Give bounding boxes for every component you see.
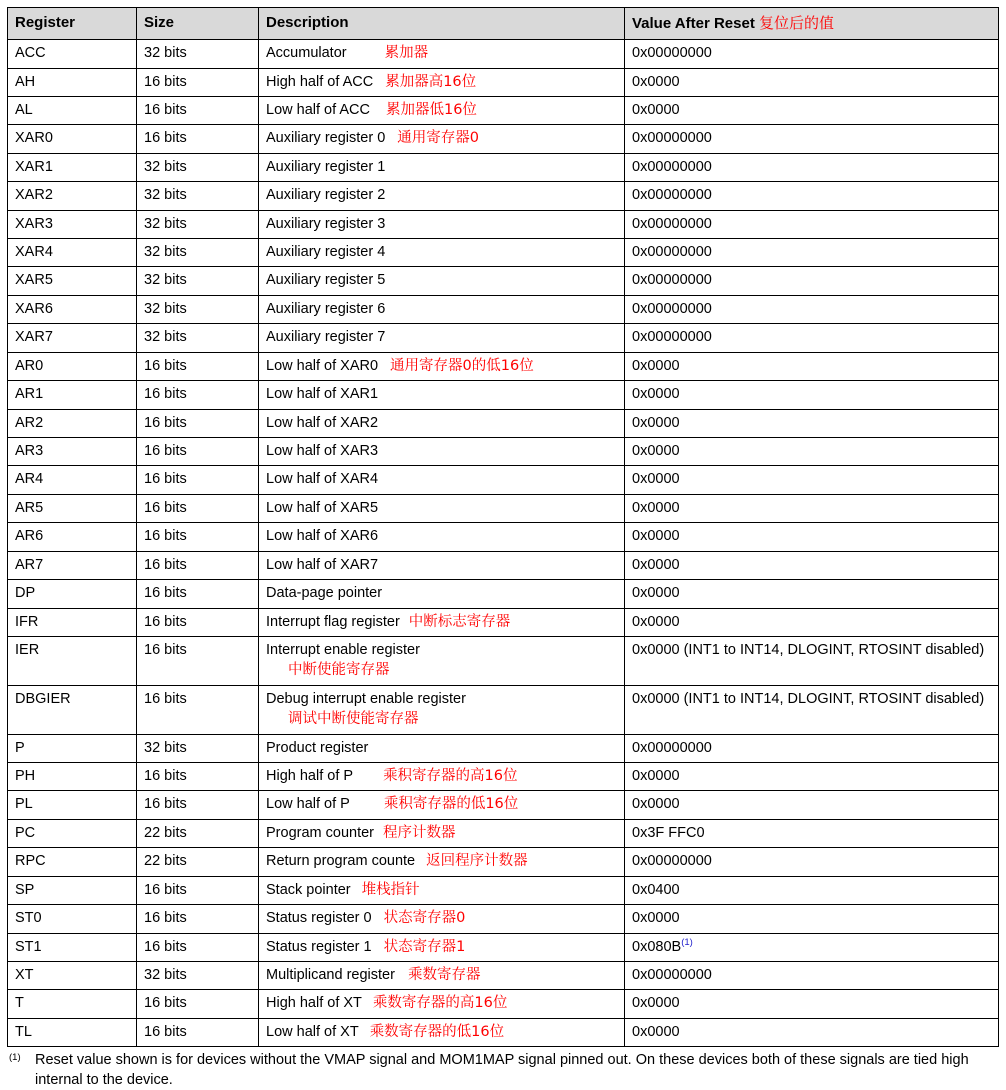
cell-value-after-reset	[625, 494, 999, 522]
cell-description	[259, 685, 625, 734]
cell-register: XAR2	[8, 182, 137, 210]
table-row	[8, 381, 999, 409]
column-header-size	[137, 8, 259, 40]
cell-description	[259, 210, 625, 238]
column-header-description	[259, 8, 625, 40]
description-text: Status register 1	[266, 938, 372, 955]
description-text: Data-page pointer	[266, 585, 383, 602]
description-annotation-cn: 堆栈指针	[361, 881, 420, 898]
description-text: Low half of XAR4	[266, 471, 379, 488]
cell-description	[259, 734, 625, 762]
cell-register: XAR3	[8, 210, 137, 238]
cell-description	[259, 636, 625, 685]
column-header-value-annotation-cn: 复位后的值	[759, 14, 835, 32]
cell-size: 16 bits	[137, 933, 259, 961]
cell-size: 16 bits	[137, 791, 259, 819]
description-text: High half of XT	[266, 995, 362, 1012]
cell-size: 16 bits	[137, 381, 259, 409]
value-text: 0x00000000	[632, 215, 712, 232]
cell-size: 32 bits	[137, 267, 259, 295]
description-text: Auxiliary register 0	[266, 130, 386, 147]
description-annotation-cn: 乘积寄存器的低16位	[383, 796, 519, 813]
description-annotation-cn: 通用寄存器0	[397, 130, 479, 147]
value-text: 0x00000000	[632, 300, 712, 317]
cell-value-after-reset	[625, 295, 999, 323]
cell-value-after-reset	[625, 791, 999, 819]
table-row	[8, 636, 999, 685]
table-row	[8, 608, 999, 636]
description-annotation-cn: 乘积寄存器的高16位	[383, 768, 518, 785]
cell-value-after-reset	[625, 580, 999, 608]
cell-register: SP	[8, 876, 137, 904]
cell-register: XAR6	[8, 295, 137, 323]
description-text: Auxiliary register 4	[266, 244, 386, 261]
cell-value-after-reset	[625, 125, 999, 153]
cell-register: XAR7	[8, 324, 137, 352]
cell-size: 16 bits	[137, 96, 259, 124]
cell-description	[259, 295, 625, 323]
description-annotation-cn: 状态寄存器1	[383, 938, 466, 955]
table-row	[8, 685, 999, 734]
cell-value-after-reset	[625, 763, 999, 791]
value-text: 0x00000000	[632, 739, 712, 756]
cell-value-after-reset	[625, 210, 999, 238]
cell-size: 16 bits	[137, 580, 259, 608]
description-text: Low half of ACC	[266, 101, 370, 118]
cell-size: 16 bits	[137, 409, 259, 437]
description-text: Auxiliary register 7	[266, 329, 386, 346]
cell-description	[259, 381, 625, 409]
description-text: Low half of XAR3	[266, 443, 379, 459]
description-text: Auxiliary register 2	[266, 187, 386, 204]
cell-description	[259, 580, 625, 608]
description-annotation-cn: 通用寄存器0的低16位	[390, 357, 534, 374]
description-text: Auxiliary register 3	[266, 215, 386, 232]
cell-description	[259, 933, 625, 961]
cpu-register-table	[7, 7, 999, 1047]
cell-description	[259, 905, 625, 933]
cell-value-after-reset	[625, 466, 999, 494]
table-row	[8, 763, 999, 791]
cell-description	[259, 324, 625, 352]
cell-value-after-reset	[625, 153, 999, 181]
value-text: 0x0000	[632, 796, 680, 813]
cell-size: 16 bits	[137, 125, 259, 153]
cell-description	[259, 876, 625, 904]
cell-register: ST1	[8, 933, 137, 961]
column-header-register-label: Register	[15, 14, 76, 31]
cell-value-after-reset	[625, 96, 999, 124]
description-text: Auxiliary register 5	[266, 272, 386, 289]
value-text: 0x0000	[632, 443, 680, 459]
cell-value-after-reset	[625, 551, 999, 579]
cell-register: XAR0	[8, 125, 137, 153]
cell-description	[259, 608, 625, 636]
description-annotation-cn: 返回程序计数器	[426, 853, 528, 870]
value-text: 0x00000000	[632, 853, 712, 870]
table-body	[8, 40, 999, 1047]
cell-register: T	[8, 990, 137, 1018]
cell-register: AR3	[8, 438, 137, 466]
cell-value-after-reset	[625, 933, 999, 961]
value-text: 0x0000	[632, 585, 680, 602]
table-row	[8, 438, 999, 466]
footnote-text: Reset value shown is for devices without the VMAP signal and MOM1MAP signal pinned out. On these devices both of these signals are tied high internal to the device.	[35, 1052, 969, 1088]
column-header-value-after-reset	[625, 8, 999, 40]
cell-size: 16 bits	[137, 352, 259, 380]
cell-register: AR4	[8, 466, 137, 494]
description-annotation-cn: 程序计数器	[383, 824, 456, 841]
cell-size: 32 bits	[137, 324, 259, 352]
cell-size: 32 bits	[137, 153, 259, 181]
cell-register: PC	[8, 819, 137, 847]
description-annotation-cn: 状态寄存器0	[383, 910, 466, 927]
table-row	[8, 734, 999, 762]
cell-size: 22 bits	[137, 819, 259, 847]
description-text: Debug interrupt enable register	[266, 690, 466, 707]
cell-value-after-reset	[625, 68, 999, 96]
table-row	[8, 96, 999, 124]
cell-description	[259, 494, 625, 522]
description-text: Multiplicand register	[266, 967, 395, 984]
value-text: 0x0000 (INT1 to INT14, DLOGINT, RTOSINT disabled)	[632, 641, 985, 658]
cell-value-after-reset	[625, 239, 999, 267]
cell-description	[259, 466, 625, 494]
value-footnote-ref[interactable]: (1)	[681, 936, 693, 948]
value-text: 0x0000	[632, 414, 680, 431]
table-row	[8, 962, 999, 990]
value-text: 0x00000000	[632, 329, 712, 346]
description-text: Interrupt flag register	[266, 613, 400, 630]
description-annotation-cn: 调试中断使能寄存器	[288, 711, 419, 728]
footnote-marker: (1)	[9, 1052, 21, 1064]
cell-register: PH	[8, 763, 137, 791]
description-annotation-cn: 中断使能寄存器	[288, 662, 390, 679]
cell-size: 16 bits	[137, 608, 259, 636]
table-row	[8, 210, 999, 238]
cell-register: AR7	[8, 551, 137, 579]
description-text: High half of P	[266, 768, 354, 785]
cell-register: DBGIER	[8, 685, 137, 734]
description-text: Low half of XT	[266, 1023, 359, 1040]
cell-value-after-reset	[625, 608, 999, 636]
table-row	[8, 267, 999, 295]
cell-register: XAR5	[8, 267, 137, 295]
cell-size: 16 bits	[137, 685, 259, 734]
value-text: 0x00000000	[632, 158, 712, 175]
cell-size: 16 bits	[137, 466, 259, 494]
table-row	[8, 40, 999, 68]
cell-description	[259, 267, 625, 295]
description-annotation-cn: 乘数寄存器的高16位	[372, 995, 508, 1012]
footnote	[7, 1051, 998, 1090]
cell-register: AR2	[8, 409, 137, 437]
table-row	[8, 905, 999, 933]
cell-register: AH	[8, 68, 137, 96]
value-text: 0x0400	[632, 881, 680, 898]
value-text: 0x080B	[632, 938, 682, 955]
table-row	[8, 153, 999, 181]
value-text: 0x0000	[632, 101, 680, 118]
cell-register: RPC	[8, 848, 137, 876]
cell-description	[259, 96, 625, 124]
cell-register: AR5	[8, 494, 137, 522]
description-text: Low half of XAR6	[266, 528, 379, 545]
cell-description	[259, 125, 625, 153]
cell-size: 16 bits	[137, 636, 259, 685]
cell-register: IFR	[8, 608, 137, 636]
cell-description	[259, 68, 625, 96]
description-annotation-cn: 累加器高16位	[385, 73, 477, 90]
value-text: 0x0000 (INT1 to INT14, DLOGINT, RTOSINT disabled)	[632, 690, 985, 707]
value-text: 0x00000000	[632, 272, 712, 289]
table-row	[8, 580, 999, 608]
table-row	[8, 933, 999, 961]
cell-description	[259, 819, 625, 847]
cell-value-after-reset	[625, 1018, 999, 1046]
cell-register: XAR1	[8, 153, 137, 181]
cell-value-after-reset	[625, 990, 999, 1018]
column-header-description-label: Description	[266, 14, 349, 31]
cell-size: 32 bits	[137, 734, 259, 762]
table-row	[8, 409, 999, 437]
table-row	[8, 791, 999, 819]
cell-description	[259, 848, 625, 876]
cell-size: 32 bits	[137, 40, 259, 68]
description-text: Low half of XAR5	[266, 499, 379, 516]
table-row	[8, 182, 999, 210]
cell-description	[259, 763, 625, 791]
cell-description	[259, 409, 625, 437]
column-header-register	[8, 8, 137, 40]
cell-value-after-reset	[625, 409, 999, 437]
table-row	[8, 352, 999, 380]
cell-register: AL	[8, 96, 137, 124]
cell-register: AR0	[8, 352, 137, 380]
table-row	[8, 1018, 999, 1046]
table-row	[8, 876, 999, 904]
cell-description	[259, 352, 625, 380]
description-text: Auxiliary register 1	[266, 158, 386, 175]
cell-register: XAR4	[8, 239, 137, 267]
description-text: Product register	[266, 739, 369, 756]
cell-register: IER	[8, 636, 137, 685]
value-text: 0x00000000	[632, 244, 712, 261]
cell-size: 16 bits	[137, 990, 259, 1018]
value-text: 0x00000000	[632, 130, 712, 147]
cell-value-after-reset	[625, 734, 999, 762]
value-text: 0x0000	[632, 768, 680, 785]
description-text: Stack pointer	[266, 881, 351, 898]
cell-size: 32 bits	[137, 295, 259, 323]
value-text: 0x0000	[632, 556, 680, 573]
value-text: 0x00000000	[632, 187, 712, 204]
table-row	[8, 295, 999, 323]
value-text: 0x0000	[632, 613, 680, 630]
cell-register: ST0	[8, 905, 137, 933]
value-text: 0x0000	[632, 910, 680, 927]
table-row	[8, 848, 999, 876]
cell-size: 16 bits	[137, 523, 259, 551]
column-header-value-label: Value After Reset	[632, 15, 755, 32]
cell-description	[259, 551, 625, 579]
table-row	[8, 125, 999, 153]
description-text: Low half of XAR7	[266, 556, 379, 573]
cell-value-after-reset	[625, 685, 999, 734]
cell-register: TL	[8, 1018, 137, 1046]
cell-value-after-reset	[625, 381, 999, 409]
value-text: 0x00000000	[632, 45, 712, 62]
description-text: Status register 0	[266, 910, 372, 927]
cell-size: 16 bits	[137, 876, 259, 904]
description-annotation-cn: 累加器低16位	[385, 101, 477, 118]
cell-register: ACC	[8, 40, 137, 68]
cell-register: AR1	[8, 381, 137, 409]
table-row	[8, 324, 999, 352]
table-row	[8, 990, 999, 1018]
cell-size: 16 bits	[137, 68, 259, 96]
cell-description	[259, 239, 625, 267]
cell-value-after-reset	[625, 352, 999, 380]
description-text: Low half of XAR2	[266, 414, 379, 431]
cell-description	[259, 438, 625, 466]
cell-value-after-reset	[625, 819, 999, 847]
table-row	[8, 68, 999, 96]
cell-value-after-reset	[625, 848, 999, 876]
cell-register: XT	[8, 962, 137, 990]
value-text: 0x0000	[632, 528, 680, 545]
value-text: 0x0000	[632, 471, 680, 488]
cell-value-after-reset	[625, 962, 999, 990]
cell-value-after-reset	[625, 40, 999, 68]
description-text: Accumulator	[266, 45, 347, 62]
cell-size: 22 bits	[137, 848, 259, 876]
description-text: Return program counte	[266, 853, 416, 870]
table-row	[8, 551, 999, 579]
cell-size: 16 bits	[137, 763, 259, 791]
cell-value-after-reset	[625, 182, 999, 210]
cell-size: 16 bits	[137, 438, 259, 466]
cell-value-after-reset	[625, 523, 999, 551]
description-text: Low half of P	[266, 796, 350, 813]
cell-register: AR6	[8, 523, 137, 551]
cell-size: 16 bits	[137, 1018, 259, 1046]
table-row	[8, 466, 999, 494]
table-header-row	[8, 8, 999, 40]
table-row	[8, 523, 999, 551]
cell-register: PL	[8, 791, 137, 819]
value-text: 0x0000	[632, 499, 680, 516]
description-text: Low half of XAR1	[266, 386, 379, 403]
cell-register: DP	[8, 580, 137, 608]
description-text: High half of ACC	[266, 73, 374, 90]
cell-description	[259, 40, 625, 68]
value-text: 0x0000	[632, 357, 680, 374]
value-text: 0x0000	[632, 386, 680, 403]
cell-register: P	[8, 734, 137, 762]
value-text: 0x0000	[632, 1023, 680, 1040]
cell-size: 32 bits	[137, 239, 259, 267]
value-text: 0x0000	[632, 73, 680, 90]
cell-description	[259, 523, 625, 551]
cell-size: 32 bits	[137, 210, 259, 238]
description-text: Low half of XAR0	[266, 357, 379, 374]
value-text: 0x3F FFC0	[632, 824, 705, 841]
description-annotation-cn: 乘数寄存器	[407, 967, 481, 984]
table-header	[8, 8, 999, 40]
value-text: 0x00000000	[632, 967, 712, 984]
cell-size: 32 bits	[137, 182, 259, 210]
description-text: Auxiliary register 6	[266, 300, 386, 317]
cell-value-after-reset	[625, 324, 999, 352]
cell-value-after-reset	[625, 636, 999, 685]
value-text: 0x0000	[632, 995, 680, 1012]
description-annotation-cn: 中断标志寄存器	[408, 613, 511, 630]
cell-size: 16 bits	[137, 551, 259, 579]
cell-description	[259, 990, 625, 1018]
description-annotation-cn: 累加器	[384, 45, 429, 62]
table-row	[8, 819, 999, 847]
cell-value-after-reset	[625, 905, 999, 933]
cell-description	[259, 962, 625, 990]
column-header-size-label: Size	[144, 14, 175, 31]
cell-value-after-reset	[625, 267, 999, 295]
cell-value-after-reset	[625, 876, 999, 904]
cell-size: 32 bits	[137, 962, 259, 990]
cell-description	[259, 153, 625, 181]
table-row	[8, 239, 999, 267]
cell-description	[259, 1018, 625, 1046]
cell-size: 16 bits	[137, 905, 259, 933]
description-annotation-cn: 乘数寄存器的低16位	[369, 1023, 505, 1040]
description-text: Program counter	[266, 824, 374, 841]
description-text: Interrupt enable register	[266, 641, 420, 658]
cell-description	[259, 182, 625, 210]
cell-description	[259, 791, 625, 819]
cell-size: 16 bits	[137, 494, 259, 522]
table-row	[8, 494, 999, 522]
cell-value-after-reset	[625, 438, 999, 466]
